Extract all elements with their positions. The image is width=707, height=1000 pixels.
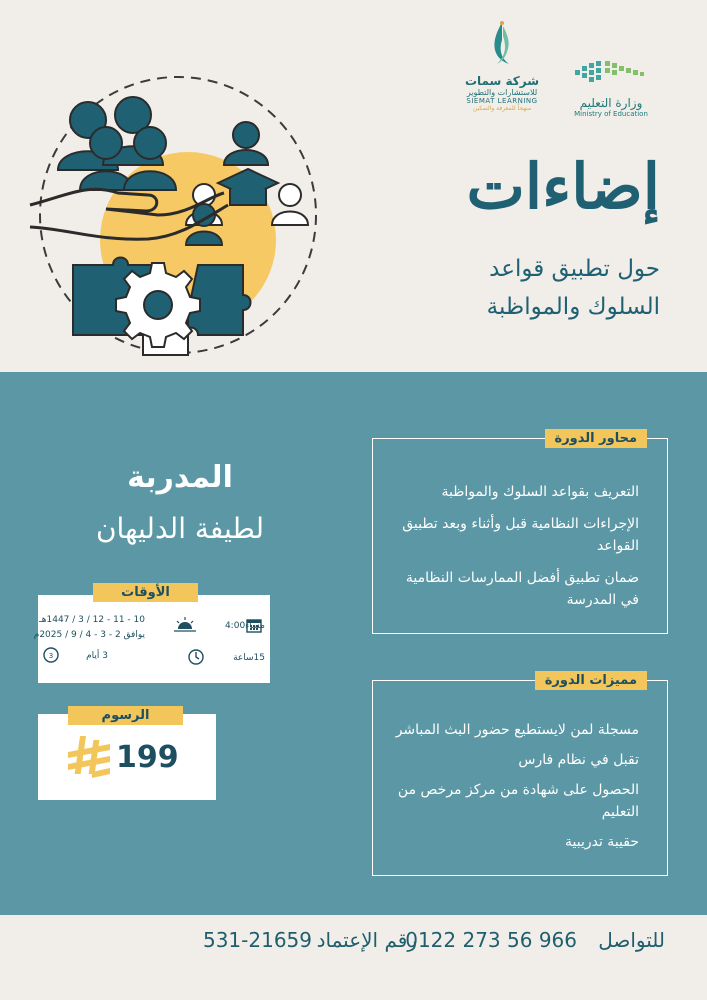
page-title: إضاءات — [466, 150, 660, 223]
times-card — [33, 585, 270, 683]
fees-amount: 199 — [116, 740, 179, 775]
contact-label: للتواصل — [598, 928, 665, 952]
svg-text:3: 3 — [48, 652, 54, 660]
list-item: حقيبة تدريبية — [565, 834, 639, 850]
moe-logo-icon — [573, 58, 649, 88]
accreditation-label: رقم الإعتماد — [316, 928, 417, 952]
list-item: ضمان تطبيق أفضل الممارسات النظامية في المدرسة — [405, 570, 639, 608]
days-badge-icon — [43, 647, 59, 663]
contact-phone[interactable]: 0122 273 56 966 — [405, 928, 577, 952]
contact-bar — [0, 928, 707, 958]
fees-pill: الرسوم — [68, 706, 183, 725]
siemat-logo-icon — [487, 20, 517, 68]
subtitle-line-1: حول تطبيق قواعد — [489, 256, 660, 282]
team-puzzle-illustration — [28, 65, 328, 365]
siemat-subtitle: للاستشارات والتطوير — [466, 88, 538, 97]
course-axes-list — [385, 481, 639, 621]
moe-name-ar: وزارة التعليم — [579, 96, 643, 110]
course-features-pill: مميزات الدورة — [535, 671, 647, 690]
list-item: الإجراءات النظامية قبل وأثناء وبعد تطبيق القواعد — [402, 516, 639, 554]
siemat-logo — [452, 20, 552, 112]
duration-hours: 15ساعة — [233, 653, 265, 663]
trainer-label: المدربة — [127, 460, 233, 495]
siemat-name-en: SIEMAT LEARNING — [466, 97, 538, 105]
sunset-icon — [180, 617, 196, 633]
course-axes-box — [372, 431, 668, 634]
list-item: تقبل في نظام فارس — [518, 752, 639, 768]
clock-icon — [188, 649, 204, 665]
subtitle-line-2: السلوك والمواظبة — [486, 294, 660, 320]
riyal-currency-icon — [68, 736, 112, 778]
list-item: الحصول على شهادة من مركز مرخص من التعليم — [397, 782, 639, 820]
page-subtitle — [360, 250, 660, 326]
moe-logo — [570, 58, 652, 118]
course-axes-pill: محاور الدورة — [545, 429, 647, 448]
moe-name-en: Ministry of Education — [574, 110, 648, 118]
session-time: مساء4:00 — [224, 621, 265, 631]
list-item: مسجلة لمن لايستطيع حضور البث المباشر — [395, 722, 639, 738]
trainer-name: لطيفة الدليهان — [95, 512, 264, 545]
course-features-list — [385, 719, 639, 861]
siemat-name-ar: شركة سمات — [464, 74, 540, 88]
siemat-tagline: منهجاً للمعرفة والتمكين — [472, 105, 532, 112]
list-item: التعريف بقواعد السلوك والمواظبة — [441, 484, 639, 500]
date-hijri: 10 - 11 - 12 / 3 / 1447هـ — [39, 615, 145, 625]
duration-days: 3 أيام — [86, 651, 108, 661]
date-gregorian: يوافق 2 - 3 - 4 / 9 / 2025م — [33, 630, 145, 640]
accreditation-number: 531-21659 — [202, 928, 312, 952]
course-features-box — [372, 673, 668, 876]
fees-card — [38, 708, 216, 800]
times-pill: الأوقات — [93, 583, 198, 602]
